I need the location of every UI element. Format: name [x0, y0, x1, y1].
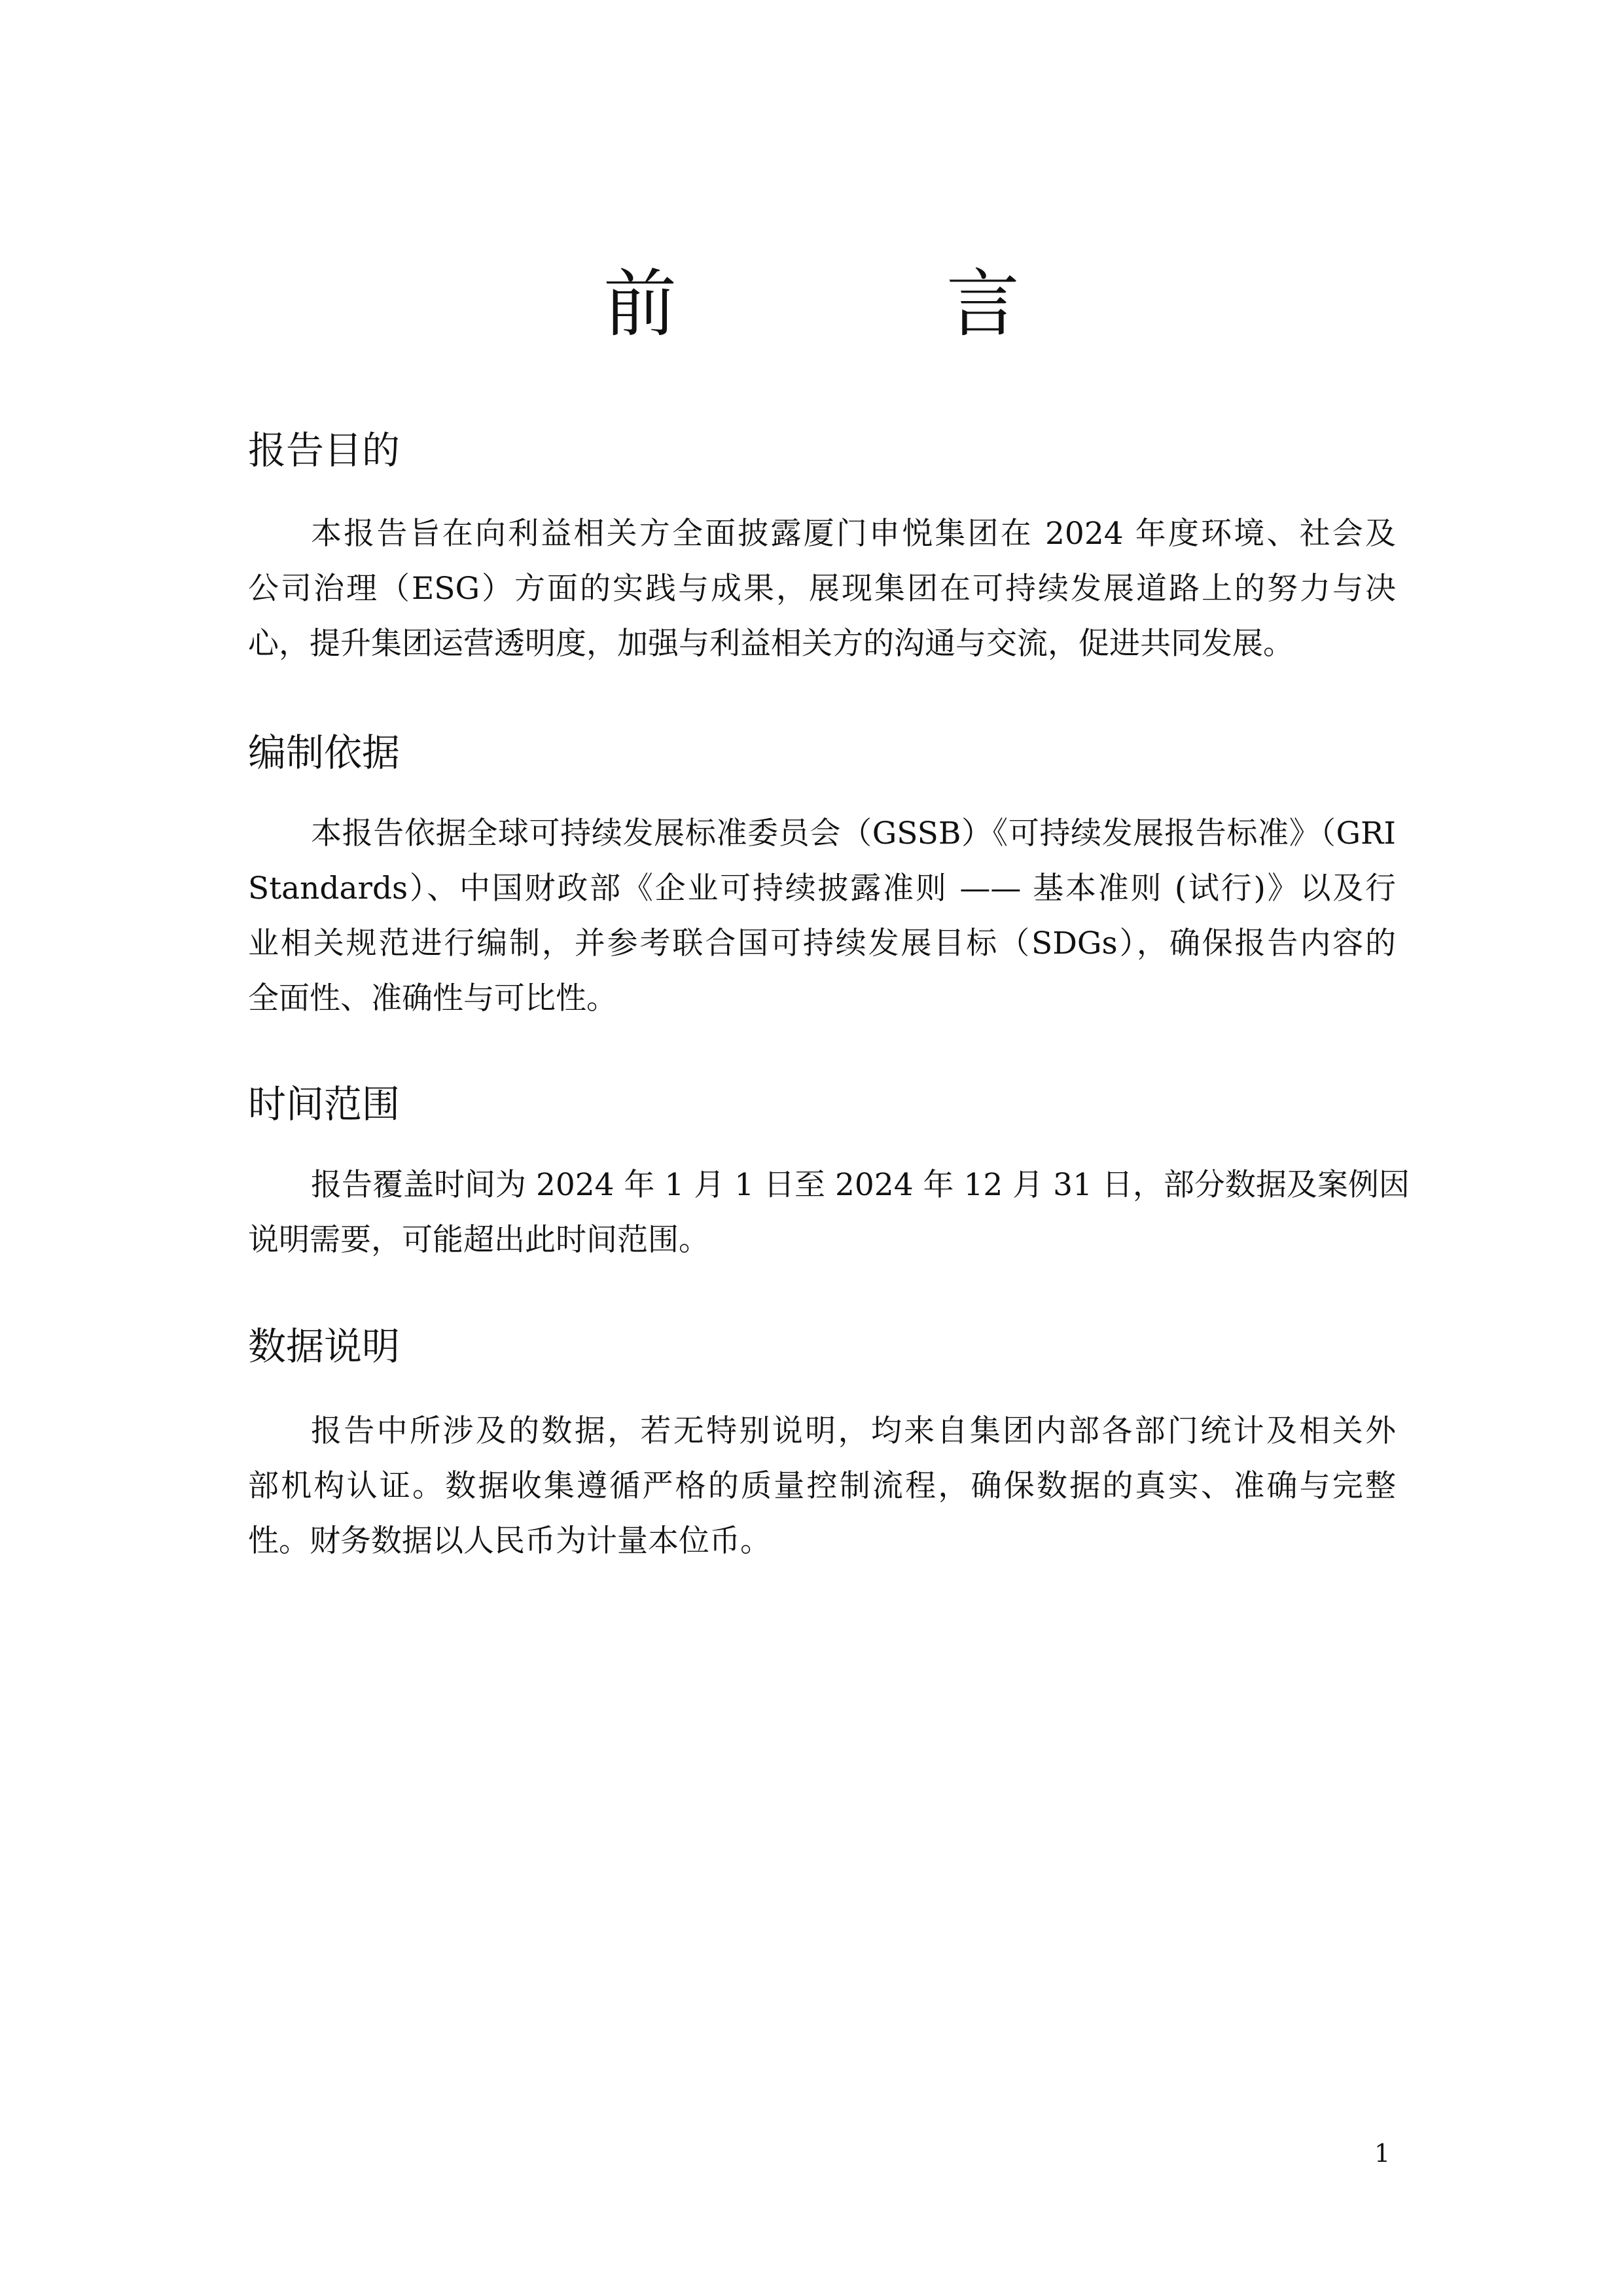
section-paragraph-basis: [248, 806, 1396, 1026]
text-line: 性。财务数据以人民币为计量本位币。: [248, 1523, 771, 1559]
page-title: 前 言: [603, 262, 1118, 347]
text-line: 说明需要，可能超出此时间范围。: [248, 1222, 709, 1258]
text-line: 全面性、准确性与可比性。: [248, 980, 617, 1016]
section-paragraph-time-range: [248, 1158, 1410, 1268]
text-line: 报告中所涉及的数据，若无特别说明，均来自集团内部各部门统计及相关外: [311, 1413, 1396, 1449]
text-line: 部机构认证。数据收集遵循严格的质量控制流程，确保数据的真实、准确与完整: [248, 1468, 1396, 1504]
page-number: 1: [1374, 2139, 1391, 2168]
text-line: 报告覆盖时间为 2024 年 1 月 1 日至 2024 年 12 月 31 日，部分数据及案例因: [311, 1167, 1410, 1203]
section-heading-data-notes: 数据说明: [248, 1324, 401, 1369]
text-line: 业相关规范进行编制，并参考联合国可持续发展目标（SDGs），确保报告内容的: [248, 925, 1396, 961]
text-line: Standards）、中国财政部《企业可持续披露准则 —— 基本准则 (试行)》以及行: [248, 870, 1396, 906]
text-line: 本报告旨在向利益相关方全面披露厦门申悦集团在 2024 年度环境、社会及: [311, 516, 1396, 552]
text-line: 本报告依据全球可持续发展标准委员会（GSSB）《可持续发展报告标准》（GRI: [311, 816, 1396, 852]
text-line: 心，提升集团运营透明度，加强与利益相关方的沟通与交流，促进共同发展。: [248, 626, 1294, 662]
section-heading-basis: 编制依据: [248, 730, 401, 775]
section-paragraph-purpose: [248, 507, 1396, 672]
section-paragraph-data-notes: [248, 1404, 1396, 1569]
section-heading-time-range: 时间范围: [248, 1082, 401, 1126]
text-line: 公司治理（ESG）方面的实践与成果，展现集团在可持续发展道路上的努力与决: [248, 571, 1396, 607]
section-heading-purpose: 报告目的: [248, 428, 401, 473]
